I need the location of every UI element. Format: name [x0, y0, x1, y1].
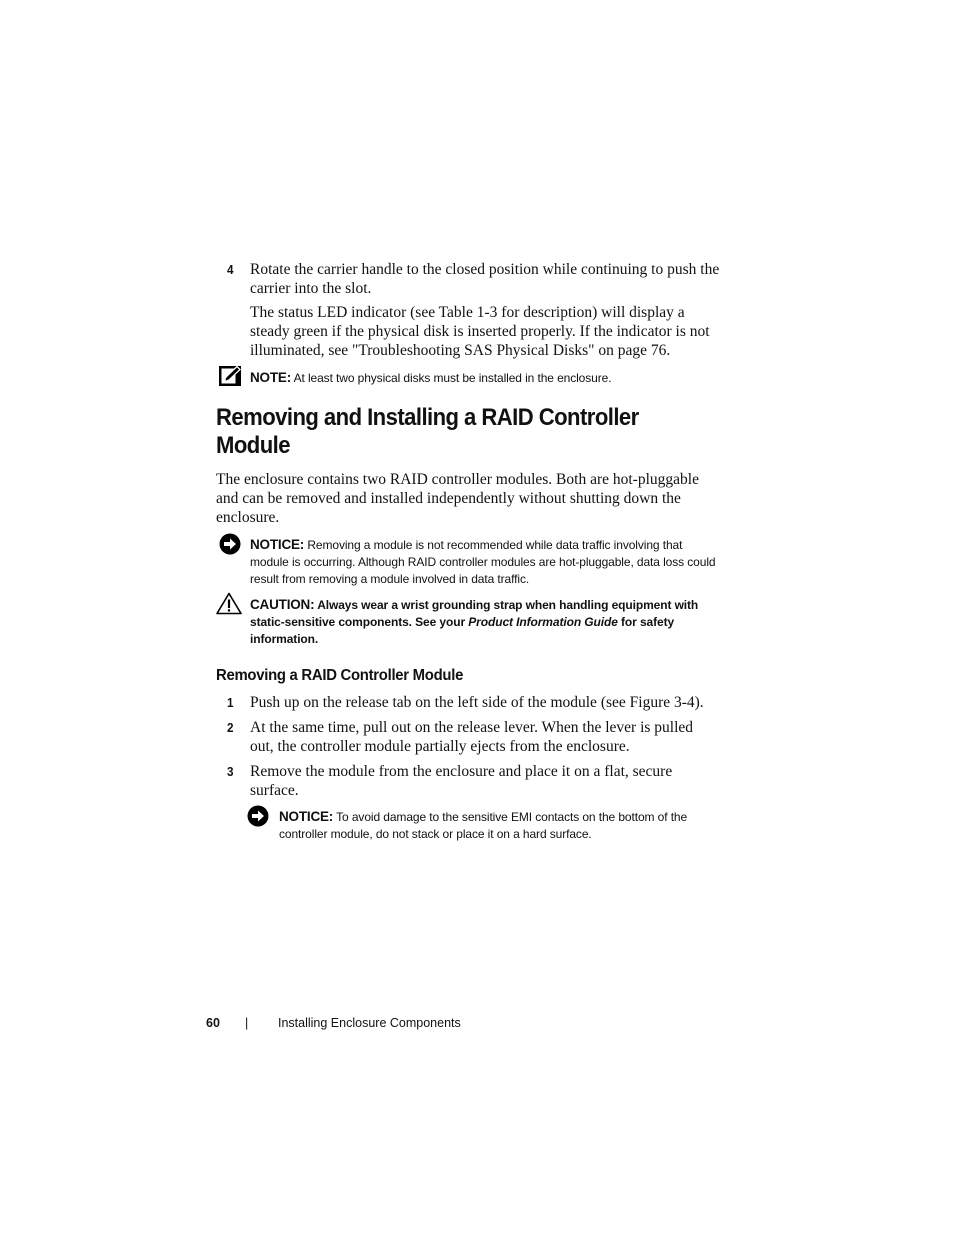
caution-text: Always wear a wrist grounding strap when handling equipment with static-sensitive components. See your [250, 598, 699, 629]
notice-arrow-icon [247, 805, 269, 827]
step-text: At the same time, pull out on the release lever. When the lever is pulled out, the controller module partially ejects from the enclosure. [250, 719, 694, 755]
note-label: NOTE: [250, 370, 291, 385]
step-number: 1 [227, 695, 234, 710]
note-text: At least two physical disks must be installed in the enclosure. [293, 371, 612, 385]
step-text: Remove the module from the enclosure and place it on a flat, secure surface. [250, 763, 673, 799]
footer-separator: | [245, 1016, 249, 1030]
caution [250, 596, 720, 648]
step-text: Push up on the release tab on the left side of the module (see Figure 3-4). [250, 694, 704, 711]
section-title: Removing and Installing a RAID Controller Module [216, 404, 639, 459]
step-text: Rotate the carrier handle to the closed position while continuing to push the carrier into the slot. [250, 261, 720, 297]
note [250, 369, 720, 387]
caution-triangle-icon [216, 592, 242, 615]
notice-label: NOTICE: [279, 809, 334, 824]
subsection-title: Removing a RAID Controller Module [216, 667, 464, 684]
notice [250, 536, 722, 588]
step-number: 4 [227, 262, 234, 277]
step-number: 3 [227, 764, 234, 779]
step-followup-text: The status LED indicator (see Table 1-3 for description) will display a steady green if the physical disk is inserted properly. If the indicator is not illuminated, see "Troubleshooting SAS Physical Disks" on page 76. [250, 304, 710, 359]
caution-guide-title: Product Information Guide [468, 615, 618, 629]
notice [279, 808, 719, 843]
page-number: 60 [206, 1016, 220, 1030]
notice-text: To avoid damage to the sensitive EMI contacts on the bottom of the controller module, do not stack or place it on a hard surface. [279, 810, 688, 841]
caution-label: CAUTION: [250, 597, 315, 612]
caution-text-end: for safety information. [250, 615, 675, 646]
notice-label: NOTICE: [250, 537, 305, 552]
intro-paragraph: The enclosure contains two RAID controller modules. Both are hot-pluggable and can be removed and installed independently without shutting down the enclosure. [216, 471, 699, 526]
step-number: 2 [227, 720, 234, 735]
notice-text: Removing a module is not recommended while data traffic involving that module is occurring. Although RAID controller modules are hot-pluggable, data loss could result from removing a module involved in data traffic. [250, 538, 716, 586]
notice-arrow-icon [219, 533, 241, 555]
note-pencil-icon [218, 365, 242, 387]
footer-chapter-title: Installing Enclosure Components [278, 1016, 461, 1030]
